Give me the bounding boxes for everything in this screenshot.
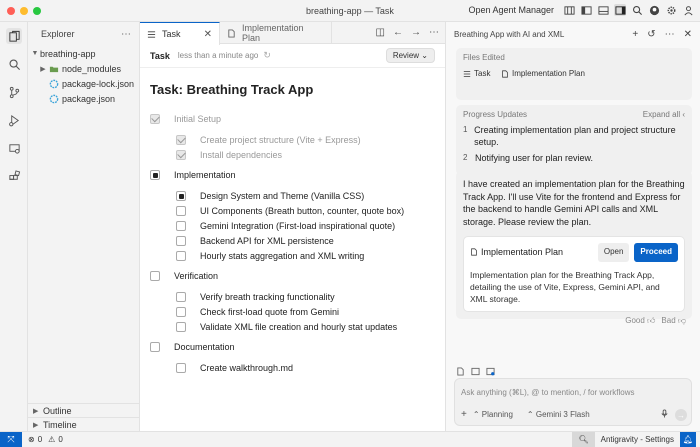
folder-icon bbox=[48, 63, 59, 74]
tree-root-folder[interactable] bbox=[28, 46, 139, 61]
history-icon: ↻ bbox=[263, 50, 271, 60]
toggle-panel-icon[interactable] bbox=[597, 4, 609, 16]
checkbox[interactable] bbox=[176, 363, 186, 373]
zoom-icon[interactable]: 🔍︎ bbox=[572, 432, 594, 447]
checkbox[interactable] bbox=[176, 191, 186, 201]
chevron-right-icon: ▶ bbox=[40, 65, 46, 73]
checklist-item bbox=[176, 206, 404, 216]
checklist-label: Verify breath tracking functionality bbox=[200, 292, 335, 302]
checklist-item bbox=[176, 363, 293, 373]
agent-message-text: I have created an implementation plan for the Breathing Track App. I'll use Vite for the frontend and Express for the backend to handle Gemini API calls and XML storage. Please review the plan. bbox=[463, 179, 685, 227]
close-panel-icon[interactable]: ✕ bbox=[683, 28, 692, 40]
checklist-item bbox=[176, 150, 282, 160]
source-control-icon[interactable] bbox=[6, 84, 22, 100]
timeline-label: Timeline bbox=[43, 419, 77, 430]
document-title: Task: Breathing Track App bbox=[150, 82, 314, 97]
explorer-icon[interactable] bbox=[6, 28, 22, 44]
thumbs-down-icon: 👎︎ bbox=[677, 316, 686, 325]
checkbox[interactable] bbox=[150, 170, 160, 180]
json-file-icon bbox=[48, 93, 59, 104]
task-name: Task bbox=[150, 50, 170, 61]
checkbox[interactable] bbox=[176, 236, 186, 246]
chat-input[interactable] bbox=[454, 378, 692, 426]
tree-item-label: package-lock.json bbox=[62, 78, 135, 89]
review-button[interactable]: Review ⌄ bbox=[386, 48, 435, 63]
checkbox[interactable] bbox=[176, 206, 186, 216]
toggle-sidebar-icon[interactable] bbox=[580, 4, 592, 16]
checklist-item bbox=[176, 135, 361, 145]
explorer-header: Explorer bbox=[41, 29, 75, 39]
remote-indicator-icon[interactable]: ⤧ bbox=[0, 432, 22, 447]
more-actions-icon[interactable]: ⋯ bbox=[121, 28, 131, 40]
list-icon bbox=[463, 70, 471, 78]
files-edited-label: Files Edited bbox=[463, 53, 505, 62]
document-icon bbox=[501, 70, 509, 78]
feedback-row bbox=[625, 316, 686, 326]
checklist-label: Verification bbox=[174, 271, 219, 281]
tree-item-node-modules[interactable] bbox=[28, 61, 139, 76]
layout-columns-icon[interactable] bbox=[563, 4, 575, 16]
tree-item-package-lock[interactable] bbox=[28, 76, 139, 91]
checkbox[interactable] bbox=[150, 271, 160, 281]
checklist-label: Gemini Integration (First-load inspirational quote) bbox=[200, 221, 396, 231]
checklist-item bbox=[176, 322, 397, 332]
tab-label: Task bbox=[162, 29, 181, 39]
tab-task[interactable] bbox=[140, 22, 220, 45]
outline-label: Outline bbox=[43, 405, 72, 416]
checkbox[interactable] bbox=[176, 150, 186, 160]
search-icon[interactable] bbox=[631, 4, 643, 16]
tree-item-package-json[interactable] bbox=[28, 91, 139, 106]
notifications-bell-icon[interactable]: 🔔︎ bbox=[680, 432, 696, 447]
open-button[interactable]: Open bbox=[598, 243, 630, 262]
file-icon[interactable] bbox=[456, 367, 465, 378]
image-icon[interactable] bbox=[471, 367, 480, 378]
checklist-label: Install dependencies bbox=[200, 150, 283, 160]
task-timestamp: less than a minute ago bbox=[177, 51, 259, 60]
checklist-label: Create project structure (Vite + Express) bbox=[200, 135, 361, 145]
checklist-label: UI Components (Breath button, counter, quote box) bbox=[200, 206, 405, 216]
editor-tabs bbox=[140, 22, 445, 44]
json-file-icon bbox=[48, 78, 59, 89]
agent-panel bbox=[446, 22, 700, 431]
progress-updates-label: Progress Updates bbox=[463, 110, 528, 119]
more-actions-icon[interactable]: ⋯ bbox=[429, 27, 439, 38]
add-context-icon[interactable]: + bbox=[461, 409, 467, 420]
go-back-icon[interactable]: ← bbox=[393, 27, 403, 38]
checklist-item bbox=[176, 191, 364, 201]
checklist-section bbox=[150, 271, 218, 281]
error-icon: ⊗ bbox=[28, 435, 35, 444]
task-header bbox=[140, 44, 445, 68]
close-tab-icon[interactable]: ✕ bbox=[203, 28, 212, 40]
progress-updates-card bbox=[456, 105, 692, 175]
history-icon[interactable]: ↺ bbox=[647, 28, 656, 40]
checklist-label: Backend API for XML persistence bbox=[200, 236, 334, 246]
good-feedback-button[interactable]: Good 👍︎ bbox=[625, 316, 656, 325]
list-icon bbox=[147, 30, 156, 39]
checklist-section bbox=[150, 170, 236, 180]
editor-area bbox=[140, 22, 446, 431]
checklist-label: Initial Setup bbox=[174, 114, 222, 124]
split-editor-icon[interactable]: ◫ bbox=[375, 27, 385, 38]
tab-label: Implementation Plan bbox=[242, 23, 304, 43]
checklist-item bbox=[176, 251, 364, 261]
checkbox[interactable] bbox=[176, 251, 186, 261]
microphone-icon[interactable] bbox=[660, 409, 669, 420]
chat-input-placeholder: Ask anything (⌘L), @ to mention, / for workflows bbox=[461, 388, 635, 397]
tree-item-label: node_modules bbox=[62, 63, 122, 74]
progress-item: 2 Notifying user for plan review. bbox=[463, 153, 594, 163]
remote-explorer-icon[interactable] bbox=[6, 140, 22, 156]
problems-indicator[interactable]: ⊗ 0 ⚠ 0 bbox=[28, 435, 63, 444]
checklist-section bbox=[150, 114, 221, 124]
thumbs-up-icon: 👍︎ bbox=[647, 316, 656, 325]
checkbox[interactable] bbox=[176, 292, 186, 302]
files-edited-card bbox=[456, 48, 692, 100]
tab-implementation-plan[interactable] bbox=[220, 22, 332, 44]
bad-feedback-button[interactable]: Bad 👎︎ bbox=[661, 316, 686, 325]
expand-all-button[interactable]: Expand all ‹ bbox=[642, 110, 685, 119]
agent-conversation-title: Breathing App with AI and XML bbox=[454, 29, 565, 39]
browser-icon[interactable] bbox=[486, 367, 495, 378]
search-view-icon[interactable] bbox=[6, 56, 22, 72]
outline-section[interactable] bbox=[28, 403, 140, 417]
status-bar bbox=[0, 431, 700, 447]
new-conversation-icon[interactable]: + bbox=[632, 28, 639, 40]
progress-item: 1 Creating implementation plan and project structure setup. bbox=[463, 125, 676, 147]
checkbox[interactable] bbox=[176, 322, 186, 332]
open-agent-manager-button[interactable]: Open Agent Manager bbox=[468, 5, 554, 15]
go-forward-icon[interactable]: → bbox=[411, 27, 421, 38]
timeline-section[interactable] bbox=[28, 417, 140, 431]
settings-gear-icon[interactable] bbox=[665, 4, 677, 16]
plan-card-title: Implementation Plan bbox=[481, 247, 564, 257]
checklist-item bbox=[176, 307, 339, 317]
agent-message bbox=[456, 171, 692, 319]
activity-bar bbox=[0, 22, 28, 431]
profile-icon[interactable] bbox=[682, 4, 694, 16]
checkbox[interactable] bbox=[176, 221, 186, 231]
extensions-icon[interactable] bbox=[6, 168, 22, 184]
checklist-item bbox=[176, 221, 395, 231]
checklist-item bbox=[176, 236, 334, 246]
checkbox[interactable] bbox=[176, 135, 186, 145]
checklist-label: Check first-load quote from Gemini bbox=[200, 307, 340, 317]
checklist-label: Create walkthrough.md bbox=[200, 363, 294, 373]
checkbox[interactable] bbox=[176, 307, 186, 317]
mode-selector[interactable]: ⌃ Planning bbox=[472, 410, 513, 419]
plan-card-description: Implementation plan for the Breathing Track App, detailing the use of Vite, Express, Gemini API, and XML storage. bbox=[470, 269, 660, 304]
checkbox[interactable] bbox=[150, 342, 160, 352]
chevron-right-icon: ▶ bbox=[33, 407, 39, 415]
file-chip-task[interactable]: Task bbox=[463, 69, 490, 78]
checklist-label: Implementation bbox=[174, 170, 236, 180]
plan-card bbox=[463, 236, 685, 312]
checklist-label: Design System and Theme (Vanilla CSS) bbox=[200, 191, 365, 201]
model-selector[interactable]: ⌃ Gemini 3 Flash bbox=[526, 410, 590, 419]
chevron-down-icon: ▼ bbox=[31, 50, 39, 57]
checkbox[interactable] bbox=[150, 114, 160, 124]
document-icon bbox=[470, 248, 478, 256]
checklist-label: Documentation bbox=[174, 342, 235, 352]
context-icons bbox=[456, 367, 495, 378]
account-icon[interactable] bbox=[648, 4, 660, 16]
chevron-right-icon: ▶ bbox=[33, 421, 39, 429]
checklist-section bbox=[150, 342, 235, 352]
explorer-panel bbox=[28, 22, 140, 431]
title-bar bbox=[0, 0, 700, 22]
tree-item-label: package.json bbox=[62, 93, 116, 104]
settings-status[interactable]: Antigravity - Settings bbox=[600, 435, 674, 444]
warning-icon: ⚠ bbox=[48, 435, 56, 444]
more-actions-icon[interactable]: ⋯ bbox=[664, 28, 675, 40]
proceed-button[interactable]: Proceed bbox=[634, 243, 678, 262]
toggle-secondary-sidebar-icon[interactable] bbox=[614, 4, 626, 16]
document-icon bbox=[227, 29, 236, 38]
checklist-item bbox=[176, 292, 335, 302]
window-title: breathing-app — Task bbox=[306, 6, 394, 16]
run-debug-icon[interactable] bbox=[6, 112, 22, 128]
checklist-label: Hourly stats aggregation and XML writing bbox=[200, 251, 365, 261]
send-button[interactable]: → bbox=[677, 410, 685, 420]
checklist-label: Validate XML file creation and hourly stat updates bbox=[200, 322, 398, 332]
tree-root-label: breathing-app bbox=[40, 48, 96, 59]
file-chip-implementation-plan[interactable]: Implementation Plan bbox=[501, 69, 585, 78]
